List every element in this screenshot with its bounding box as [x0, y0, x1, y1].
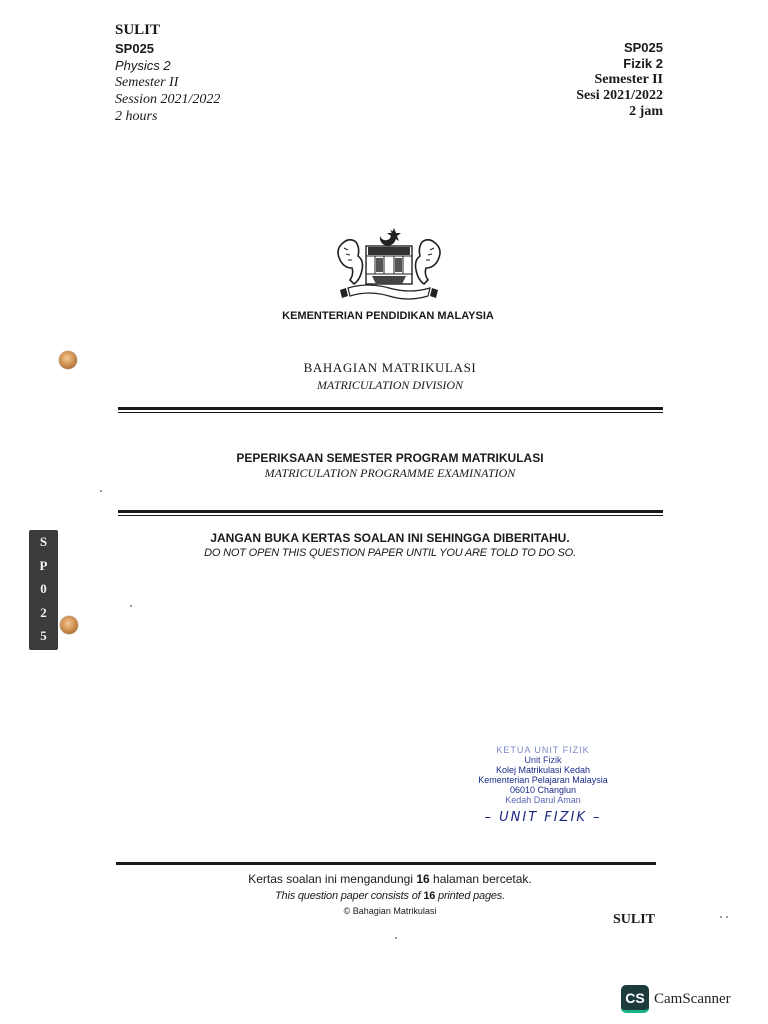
- page-count-en: This question paper consists of 16 printed pages.: [275, 890, 505, 902]
- exam-title-ms: PEPERIKSAAN SEMESTER PROGRAM MATRIKULASI: [236, 451, 544, 465]
- scan-speck: [395, 937, 397, 939]
- division-block: [280, 360, 500, 393]
- course-code-side-tab: [29, 530, 58, 650]
- side-tab-letter: 5: [40, 628, 47, 643]
- malaysia-coat-of-arms-icon: [334, 226, 444, 306]
- instruction-block: [180, 531, 600, 559]
- scan-speck: [720, 916, 722, 918]
- divider-bottom: [116, 862, 656, 865]
- duration: 2 hours: [115, 109, 158, 124]
- scan-speck: [726, 916, 728, 918]
- camscanner-logo-icon: CS: [621, 985, 649, 1013]
- side-tab-letter: P: [39, 557, 48, 573]
- division-name-ms: BAHAGIAN MATRIKULASI: [303, 360, 477, 375]
- side-tab-letter: S: [39, 534, 48, 549]
- session-ms: Sesi 2021/2022: [576, 88, 663, 103]
- scan-speck: [130, 605, 132, 607]
- stamp-line: Kementerian Pelajaran Malaysia: [478, 775, 608, 785]
- punch-hole-icon: [59, 351, 77, 369]
- ministry-name: KEMENTERIAN PENDIDIKAN MALAYSIA: [282, 310, 494, 322]
- camscanner-watermark: [621, 985, 731, 1013]
- classification-label: SULIT: [115, 22, 161, 38]
- page-count-number: 16: [416, 872, 430, 886]
- instruction-ms: JANGAN BUKA KERTAS SOALAN INI SEHINGGA DIBERITAHU.: [210, 531, 570, 545]
- stamp-line: 06010 Changlun: [509, 785, 577, 795]
- handwritten-note: – UNIT FIZIK –: [484, 810, 602, 825]
- division-name-en: MATRICULATION DIVISION: [316, 378, 464, 392]
- copyright-notice: © Bahagian Matrikulasi: [343, 906, 437, 916]
- course-code-ms: SP025: [623, 40, 663, 55]
- stamp-line: Kedah Darul Aman: [505, 795, 581, 805]
- page-count-ms: Kertas soalan ini mengandungi 16 halaman bercetak.: [248, 872, 532, 886]
- side-tab-letter: 2: [40, 604, 47, 620]
- stamp-line: Kolej Matrikulasi Kedah: [495, 765, 591, 775]
- divider-top: [118, 407, 663, 413]
- header-left: [115, 22, 220, 125]
- punch-hole-icon: [60, 616, 78, 634]
- subject-name-ms: Fizik 2: [623, 56, 663, 71]
- duration-ms: 2 jam: [629, 104, 663, 119]
- side-tab-letter: 0: [40, 581, 47, 596]
- instruction-en: DO NOT OPEN THIS QUESTION PAPER UNTIL YOU ARE TOLD TO DO SO.: [204, 547, 576, 559]
- stamp-line: KETUA UNIT FIZIK: [496, 745, 590, 755]
- exam-title-en: MATRICULATION PROGRAMME EXAMINATION: [264, 466, 516, 480]
- semester-ms: Semester II: [594, 72, 663, 87]
- semester: Semester II: [115, 75, 179, 90]
- exam-title-block: [200, 451, 580, 481]
- stamp-line: Unit Fizik: [524, 755, 562, 765]
- page-count-number: 16: [423, 890, 436, 902]
- department-stamp: [458, 745, 628, 823]
- camscanner-text: CamScanner: [654, 990, 731, 1007]
- header-right: [576, 40, 663, 120]
- divider-middle: [118, 510, 663, 516]
- session: Session 2021/2022: [115, 92, 221, 107]
- classification-label-footer: SULIT: [612, 912, 655, 927]
- scan-speck: [100, 490, 102, 492]
- course-code: SP025: [115, 41, 155, 56]
- subject-name: Physics 2: [115, 58, 171, 73]
- footer-block: [200, 872, 580, 916]
